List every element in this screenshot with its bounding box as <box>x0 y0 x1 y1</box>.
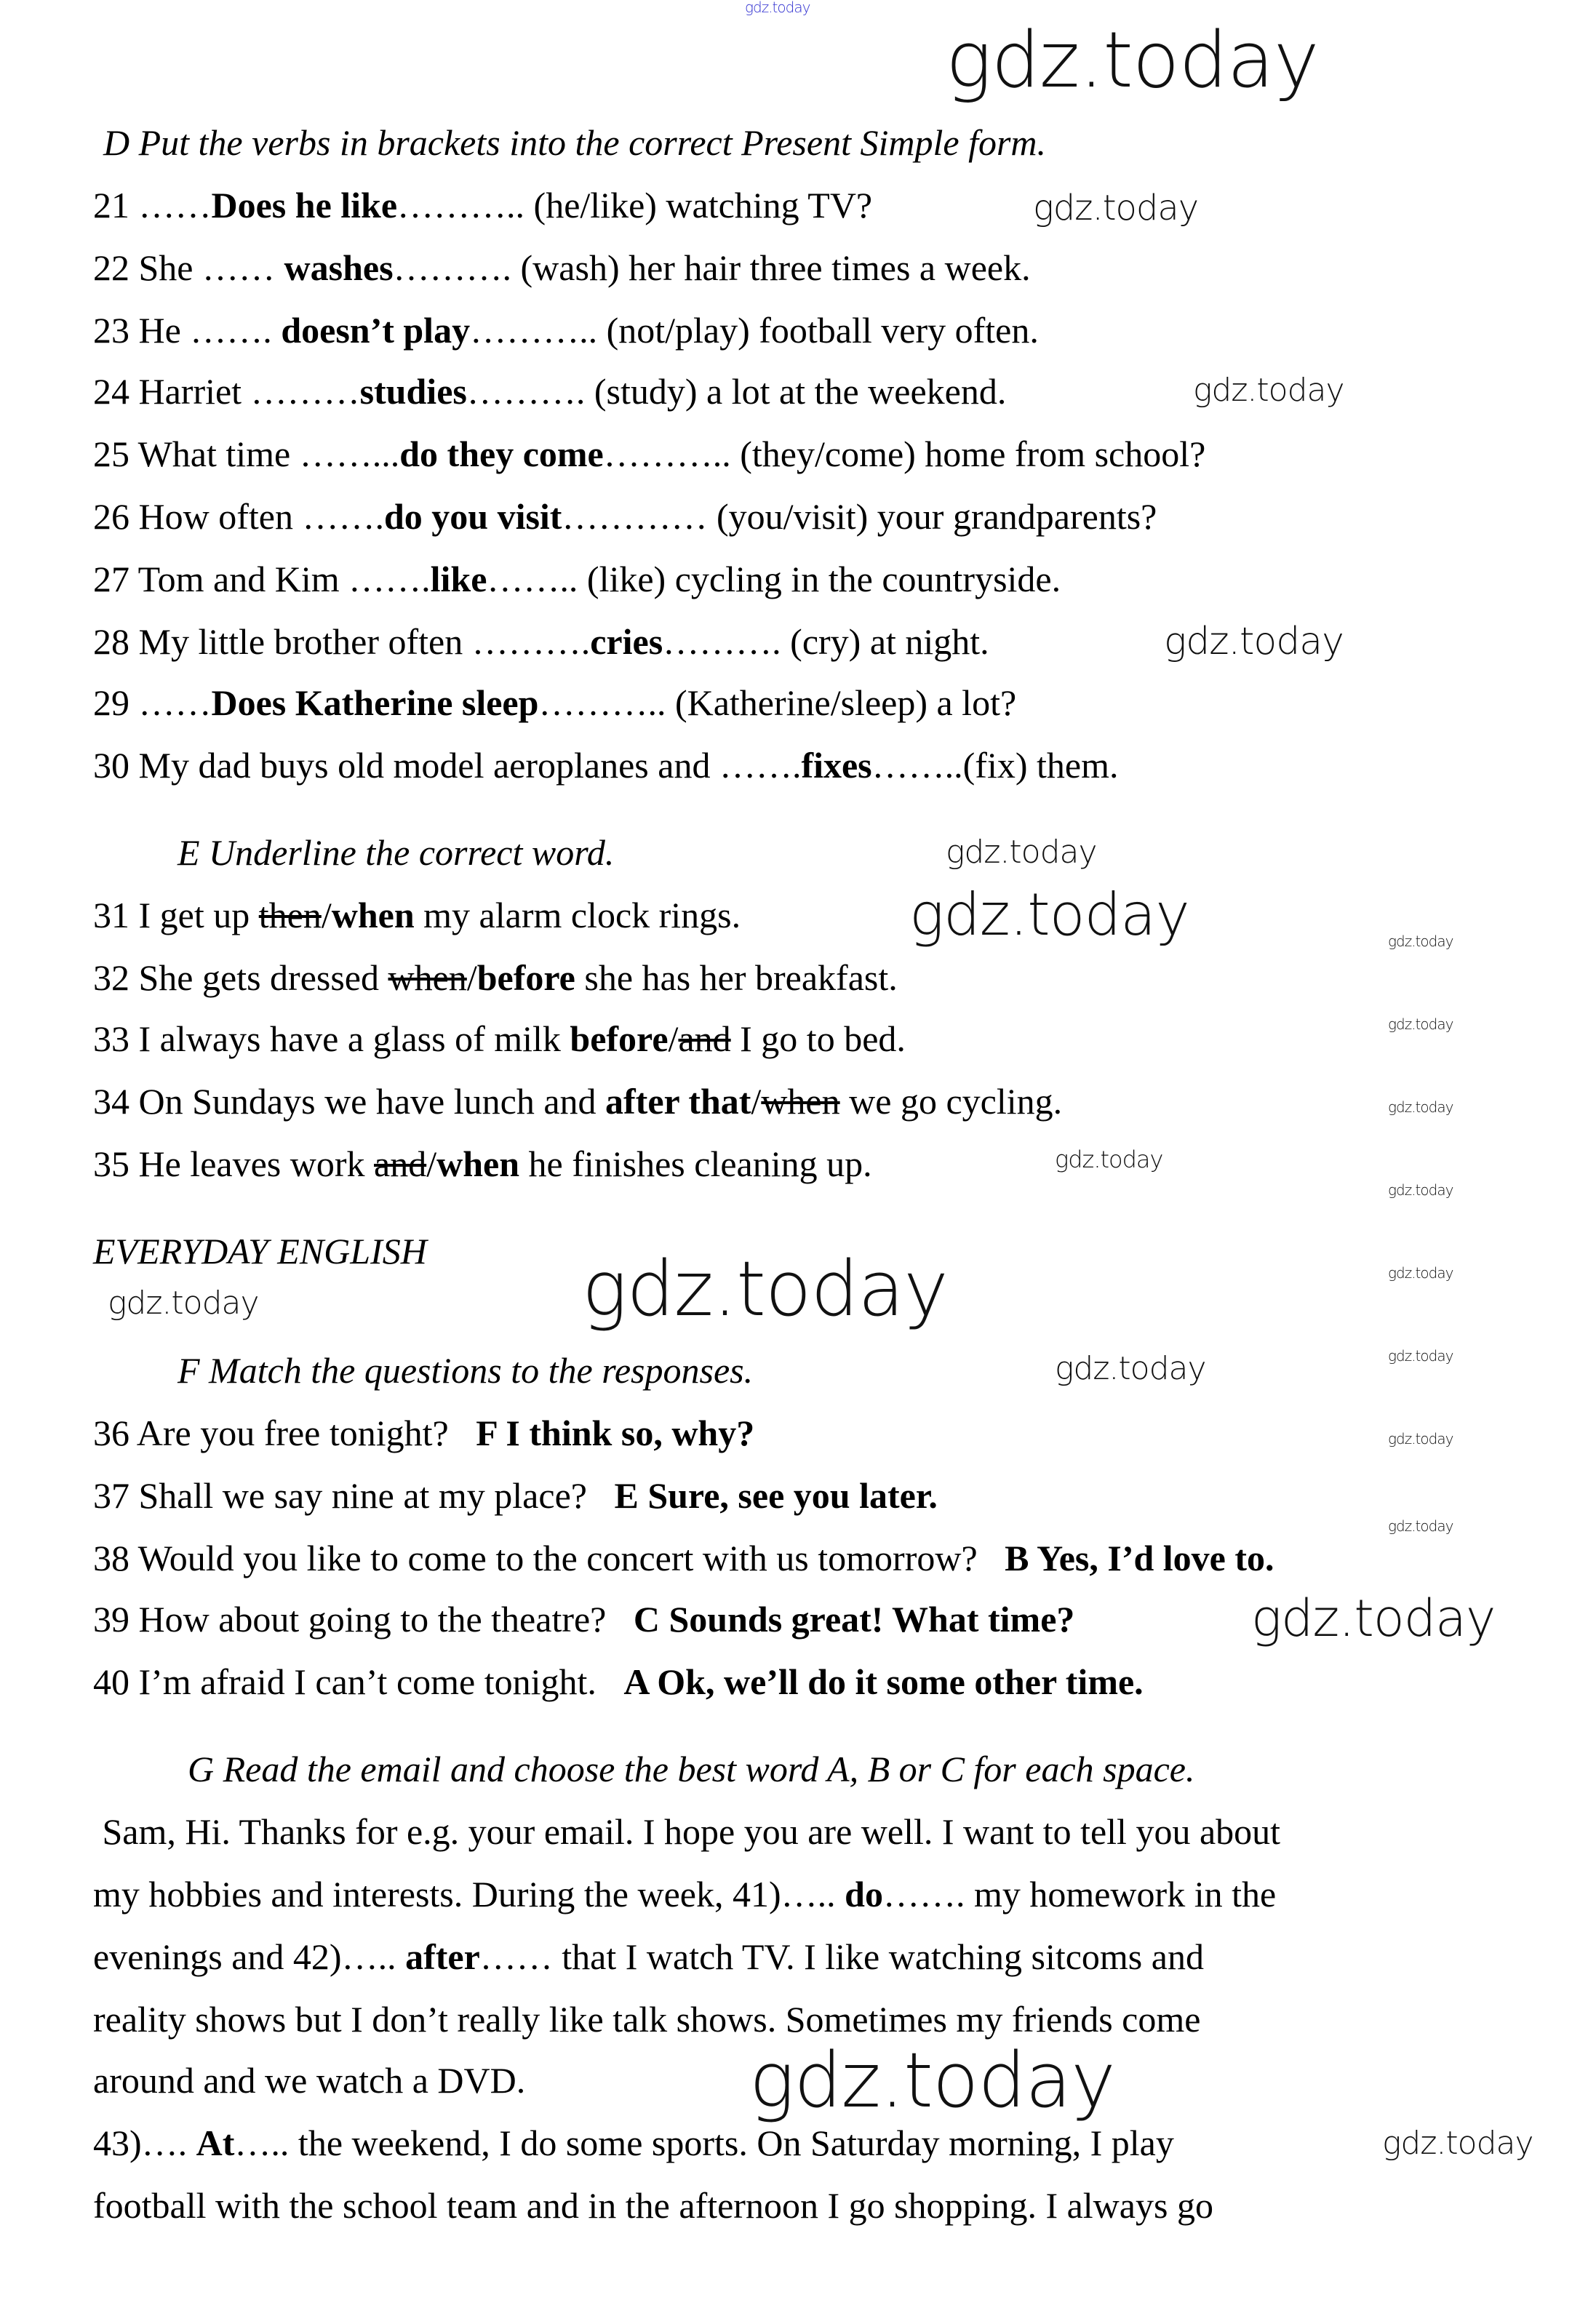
exercise-line <box>93 1997 1200 2041</box>
answer-text: before <box>476 957 575 998</box>
exercise-line <box>93 183 872 227</box>
line-text: 40 I’m afraid I can’t come tonight. <box>93 1661 624 1702</box>
answer-text: C Sounds great! What time? <box>633 1599 1075 1640</box>
answer-text: studies <box>359 371 467 412</box>
exercise-line <box>93 557 1061 601</box>
line-text: 23 He ……. <box>93 310 282 351</box>
watermark: gdz.today <box>1033 188 1199 228</box>
line-text: D Put the verbs in brackets into the correct Present Simple form. <box>103 122 1047 163</box>
answer-text: do they come <box>399 434 604 474</box>
answer-text: F I think so, why? <box>476 1413 755 1453</box>
answer-text: Does Katherine sleep <box>211 682 539 723</box>
answer-text: after <box>405 1936 480 1977</box>
exercise-line <box>93 1597 1074 1641</box>
line-text: she has her breakfast. <box>575 957 898 998</box>
watermark: gdz.today <box>1055 1350 1206 1387</box>
exercise-line <box>93 893 741 937</box>
watermark: gdz.today <box>1388 1264 1453 1282</box>
answer-text: washes <box>284 247 394 288</box>
line-text: ……..(fix) them. <box>871 745 1119 786</box>
watermark: gdz.today <box>1382 2125 1533 2162</box>
answer-text: A Ok, we’ll do it some other time. <box>623 1661 1144 1702</box>
answer-text: after that <box>605 1081 751 1122</box>
line-text: my hobbies and interests. During the week, 41)….. <box>93 1874 845 1914</box>
line-text: my alarm clock rings. <box>414 895 741 935</box>
crossed-out-word: then <box>258 895 322 935</box>
exercise-line <box>93 308 1039 352</box>
line-text: I go to bed. <box>730 1018 906 1059</box>
crossed-out-word: and <box>678 1018 731 1059</box>
exercise-line <box>93 2184 1213 2227</box>
watermark: gdz.today <box>1388 1098 1453 1116</box>
watermark: gdz.today <box>1388 1430 1453 1447</box>
line-text: 35 He leaves work <box>93 1143 374 1184</box>
section-heading <box>93 1229 427 1273</box>
exercise-line <box>93 1872 1276 1916</box>
line-text: 39 How about going to the theatre? <box>93 1599 634 1640</box>
exercise-line <box>93 246 1031 289</box>
crossed-out-word: and <box>374 1143 427 1184</box>
exercise-line <box>93 743 1118 787</box>
exercise-line <box>93 2121 1174 2165</box>
line-text: ….. the weekend, I do some sports. On Saturday morning, I play <box>234 2123 1174 2163</box>
line-text: 43)…. <box>93 2123 196 2163</box>
watermark: gdz.today <box>1388 1517 1453 1535</box>
line-text: ………. (study) a lot at the weekend. <box>466 371 1007 412</box>
watermark: gdz.today <box>909 881 1189 949</box>
exercise-line <box>93 1079 1062 1123</box>
answer-text: Does he like <box>211 185 398 225</box>
line-text: 24 Harriet ……… <box>93 371 360 412</box>
watermark: gdz.today <box>1164 620 1344 663</box>
line-text: / <box>751 1081 762 1122</box>
answer-text: when <box>331 895 415 935</box>
line-text: …….. (like) cycling in the countryside. <box>487 559 1061 599</box>
line-text: ………… (you/visit) your grandparents? <box>562 496 1157 537</box>
line-text: ……….. (not/play) football very often. <box>470 310 1039 351</box>
answer-text: fixes <box>801 745 872 786</box>
section-heading <box>177 831 614 874</box>
watermark: gdz.today <box>1388 933 1453 950</box>
exercise-line <box>93 1536 1274 1580</box>
line-text: 32 She gets dressed <box>93 957 388 998</box>
line-text: / <box>668 1018 679 1059</box>
crossed-out-word: when <box>761 1081 840 1122</box>
exercise-line <box>93 495 1157 538</box>
line-text: reality shows but I don’t really like talk shows. Sometimes my friends come <box>93 1999 1201 2040</box>
exercise-line <box>93 1810 1280 1853</box>
line-text: / <box>466 957 477 998</box>
line-text: ……….. (they/come) home from school? <box>603 434 1206 474</box>
watermark: gdz.today <box>749 2036 1115 2125</box>
line-text: EVERYDAY ENGLISH <box>93 1231 427 1271</box>
line-text: football with the school team and in the afternoon I go shopping. I always go <box>93 2185 1213 2226</box>
exercise-line <box>93 432 1205 476</box>
answer-text: do you visit <box>383 496 562 537</box>
watermark: gdz.today <box>1388 1347 1453 1365</box>
exercise-line <box>93 1142 872 1186</box>
line-text: he finishes cleaning up. <box>519 1143 872 1184</box>
line-text: / <box>321 895 332 935</box>
answer-text: At <box>196 2123 235 2163</box>
answer-text: doesn’t play <box>281 310 471 351</box>
answer-text: when <box>436 1143 520 1184</box>
watermark: gdz.today <box>1388 1181 1453 1199</box>
line-text: F Match the questions to the responses. <box>177 1350 754 1391</box>
watermark: gdz.today <box>582 1245 948 1333</box>
answer-text: like <box>430 559 487 599</box>
line-text: ………. (wash) her hair three times a week. <box>393 247 1031 288</box>
line-text: 30 My dad buys old model aeroplanes and ……. <box>93 745 802 786</box>
line-text: ……….. (Katherine/sleep) a lot? <box>538 682 1017 723</box>
section-heading <box>177 1349 753 1392</box>
line-text: ……….. (he/like) watching TV? <box>397 185 873 225</box>
line-text: E Underline the correct word. <box>177 832 615 873</box>
line-text: 27 Tom and Kim ……. <box>93 559 431 599</box>
crossed-out-word: when <box>388 957 467 998</box>
line-text: 25 What time ……... <box>93 434 400 474</box>
watermark: gdz.today <box>1388 1015 1453 1033</box>
line-text: …… that I watch TV. I like watching sitcoms and <box>479 1936 1204 1977</box>
line-text: 26 How often ……. <box>93 496 384 537</box>
line-text: ……. my homework in the <box>882 1874 1277 1914</box>
answer-text: E Sure, see you later. <box>614 1475 938 1516</box>
exercise-line <box>93 2059 525 2102</box>
exercise-line <box>93 370 1006 413</box>
line-text: 22 She …… <box>93 247 284 288</box>
line-text: Sam, Hi. Thanks for e.g. your email. I hope you are well. I want to tell you about <box>93 1811 1281 1852</box>
section-heading <box>188 1747 1195 1791</box>
line-text: 38 Would you like to come to the concert with us tomorrow? <box>93 1538 1005 1578</box>
exercise-line <box>93 1474 938 1517</box>
line-text: 28 My little brother often ………. <box>93 621 591 662</box>
line-text: / <box>426 1143 437 1184</box>
section-heading <box>103 121 1046 164</box>
line-text: 37 Shall we say nine at my place? <box>93 1475 615 1516</box>
line-text: 33 I always have a glass of milk <box>93 1018 570 1059</box>
watermark: gdz.today <box>946 834 1097 871</box>
line-text: 29 …… <box>93 682 212 723</box>
exercise-line <box>93 681 1016 724</box>
watermark: gdz.today <box>1251 1589 1496 1648</box>
line-text: 34 On Sundays we have lunch and <box>93 1081 606 1122</box>
line-text: 31 I get up <box>93 895 259 935</box>
answer-text: before <box>570 1018 669 1059</box>
exercise-line <box>93 620 989 663</box>
watermark: gdz.today <box>108 1285 259 1322</box>
line-text: we go cycling. <box>839 1081 1063 1122</box>
answer-text: do <box>845 1874 883 1914</box>
exercise-line <box>93 1411 754 1455</box>
exercise-line <box>93 1935 1204 1978</box>
line-text: around and we watch a DVD. <box>93 2060 526 2101</box>
answer-text: cries <box>590 621 663 662</box>
line-text: G Read the email and choose the best word A, B or C for each space. <box>188 1749 1195 1789</box>
watermark: gdz.today <box>1193 372 1344 409</box>
exercise-line <box>93 1660 1144 1704</box>
line-text: 36 Are you free tonight? <box>93 1413 476 1453</box>
watermark: gdz.today <box>745 0 810 16</box>
exercise-line <box>93 956 898 999</box>
line-text: evenings and 42)….. <box>93 1936 406 1977</box>
exercise-line <box>93 1017 906 1061</box>
line-text: ………. (cry) at night. <box>663 621 989 662</box>
watermark: gdz.today <box>1055 1146 1163 1173</box>
line-text: 21 …… <box>93 185 212 225</box>
answer-text: B Yes, I’d love to. <box>1005 1538 1274 1578</box>
watermark: gdz.today <box>946 15 1319 105</box>
